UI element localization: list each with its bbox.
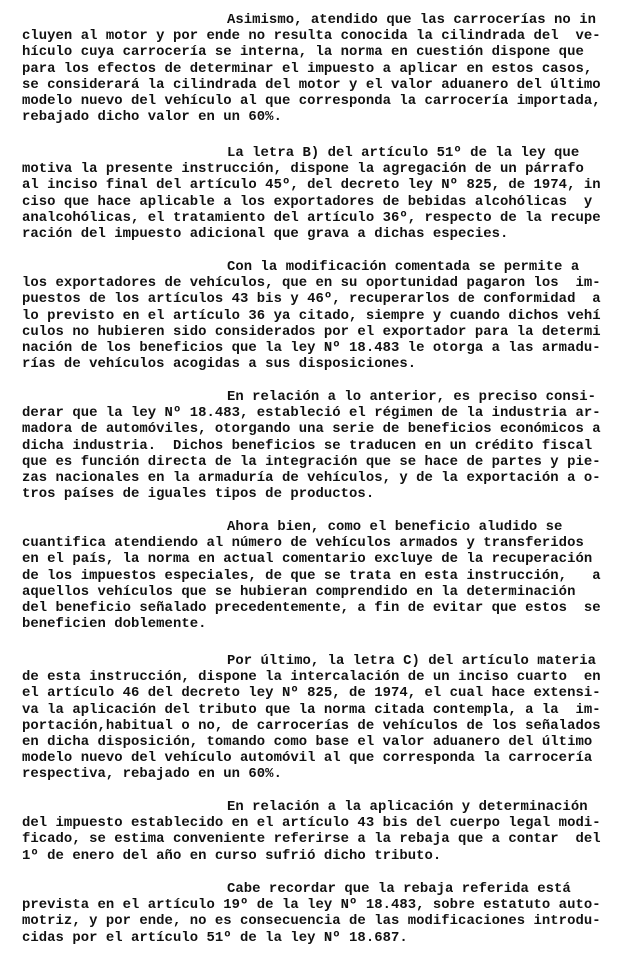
- text-line: ciso que hace aplicable a los exportadores de bebidas alcohólicas y: [22, 193, 593, 210]
- text-line: los exportadores de vehículos, que en su oportunidad pagaron los im-: [22, 275, 601, 292]
- text-line: de los impuestos especiales, de que se trata en esta instrucción, a: [22, 567, 601, 584]
- text-line: cluyen al motor y por ende no resulta conocida la cilindrada del ve-: [22, 28, 601, 45]
- text-line: nación de los beneficios que la ley Nº 18.483 le otorga a las armadu-: [22, 339, 601, 356]
- text-line: lo previsto en el artículo 36 ya citado, siempre y cuando dichos vehí: [22, 307, 601, 324]
- text-line: para los efectos de determinar el impuesto a aplicar en estos casos,: [22, 60, 593, 77]
- paragraph-5: [22, 519, 622, 632]
- text-line: La letra B) del artículo 51º de la ley que: [227, 145, 580, 161]
- paragraph-2: [22, 145, 622, 242]
- paragraph-4: [22, 389, 622, 502]
- text-line: Cabe recordar que la rebaja referida está: [227, 881, 571, 897]
- text-line: En relación a lo anterior, es preciso consi-: [227, 389, 596, 405]
- text-line: motriz, y por ende, no es consecuencia de las modificaciones introdu-: [22, 913, 601, 930]
- text-line: madora de automóviles, otorgando una serie de beneficios económicos a: [22, 421, 601, 438]
- text-line: ficado, se estima conveniente referirse a la rebaja que a contar del: [22, 831, 601, 848]
- text-line: beneficien doblemente.: [22, 616, 207, 633]
- text-line: en el país, la norma en actual comentario excluye de la recuperación: [22, 551, 593, 568]
- text-line: ración del impuesto adicional que grava a dichas especies.: [22, 225, 509, 242]
- text-line: del beneficio señalado precedentemente, a fin de evitar que estos se: [22, 599, 601, 616]
- text-line: va la aplicación del tributo que la norma citada contempla, a la im-: [22, 701, 601, 718]
- text-line: tros países de iguales tipos de productos.: [22, 486, 375, 503]
- text-line: cuantifica atendiendo al número de vehículos armados y transferidos: [22, 535, 584, 552]
- text-line: Por último, la letra C) del artículo materia: [227, 653, 596, 669]
- text-line: rías de vehículos acogidas a sus disposiciones.: [22, 356, 417, 373]
- text-line: Con la modificación comentada se permite a: [227, 259, 580, 275]
- text-line: modelo nuevo del vehículo al que corresponda la carrocería importada,: [22, 92, 601, 109]
- paragraph-7: [22, 799, 622, 864]
- text-line: cidas por el artículo 51º de la ley Nº 18.687.: [22, 929, 408, 946]
- text-line: culos no hubieren sido considerados por el exportador para la determi: [22, 323, 601, 340]
- text-line: en dicha disposición, tomando como base el valor aduanero del último: [22, 733, 593, 750]
- text-line: hículo cuya carrocería se interna, la norma en cuestión dispone que: [22, 44, 584, 61]
- text-line: aquellos vehículos que se hubieran comprendido en la determinación: [22, 583, 576, 600]
- paragraph-1: [22, 12, 622, 125]
- text-line: derar que la ley Nº 18.483, estableció el régimen de la industria ar-: [22, 405, 601, 422]
- text-line: al inciso final del artículo 45º, del decreto ley Nº 825, de 1974, in: [22, 177, 601, 194]
- text-line: dicha industria. Dichos beneficios se traducen en un crédito fiscal: [22, 437, 593, 454]
- text-line: respectiva, rebajado en un 60%.: [22, 766, 282, 783]
- text-line: se considerará la cilindrada del motor y el valor aduanero del último: [22, 76, 601, 93]
- text-line: prevista en el artículo 19º de la ley Nº 18.483, sobre estatuto auto-: [22, 897, 601, 914]
- paragraph-6: [22, 653, 622, 783]
- text-line: el artículo 46 del decreto ley Nº 825, de 1974, el cual hace extensi-: [22, 685, 601, 702]
- text-line: del impuesto establecido en el artículo 43 bis del cuerpo legal modi-: [22, 815, 601, 832]
- text-line: En relación a la aplicación y determinación: [227, 799, 588, 815]
- text-line: puestos de los artículos 43 bis y 46º, recuperarlos de conformidad a: [22, 291, 601, 308]
- text-line: Ahora bien, como el beneficio aludido se: [227, 519, 563, 535]
- text-line: rebajado dicho valor en un 60%.: [22, 109, 282, 126]
- text-line: motiva la presente instrucción, dispone la agregación de un párrafo: [22, 161, 584, 178]
- text-line: portación,habitual o no, de carrocerías de vehículos de los señalados: [22, 717, 601, 734]
- paragraph-8: [22, 881, 622, 946]
- text-line: zas nacionales en la armaduría de vehículos, y de la exportación a o-: [22, 469, 601, 486]
- text-line: 1º de enero del año en curso sufrió dicho tributo.: [22, 847, 442, 864]
- text-line: modelo nuevo del vehículo automóvil al que corresponda la carrocería: [22, 750, 593, 767]
- text-line: de esta instrucción, dispone la intercalación de un inciso cuarto en: [22, 669, 601, 686]
- paragraph-3: [22, 259, 622, 372]
- text-line: analcohólicas, el tratamiento del artículo 36º, respecto de la recupe: [22, 209, 601, 226]
- text-line: que es función directa de la integración que se hace de partes y pie-: [22, 453, 601, 470]
- text-line: Asimismo, atendido que las carrocerías no in: [227, 12, 596, 28]
